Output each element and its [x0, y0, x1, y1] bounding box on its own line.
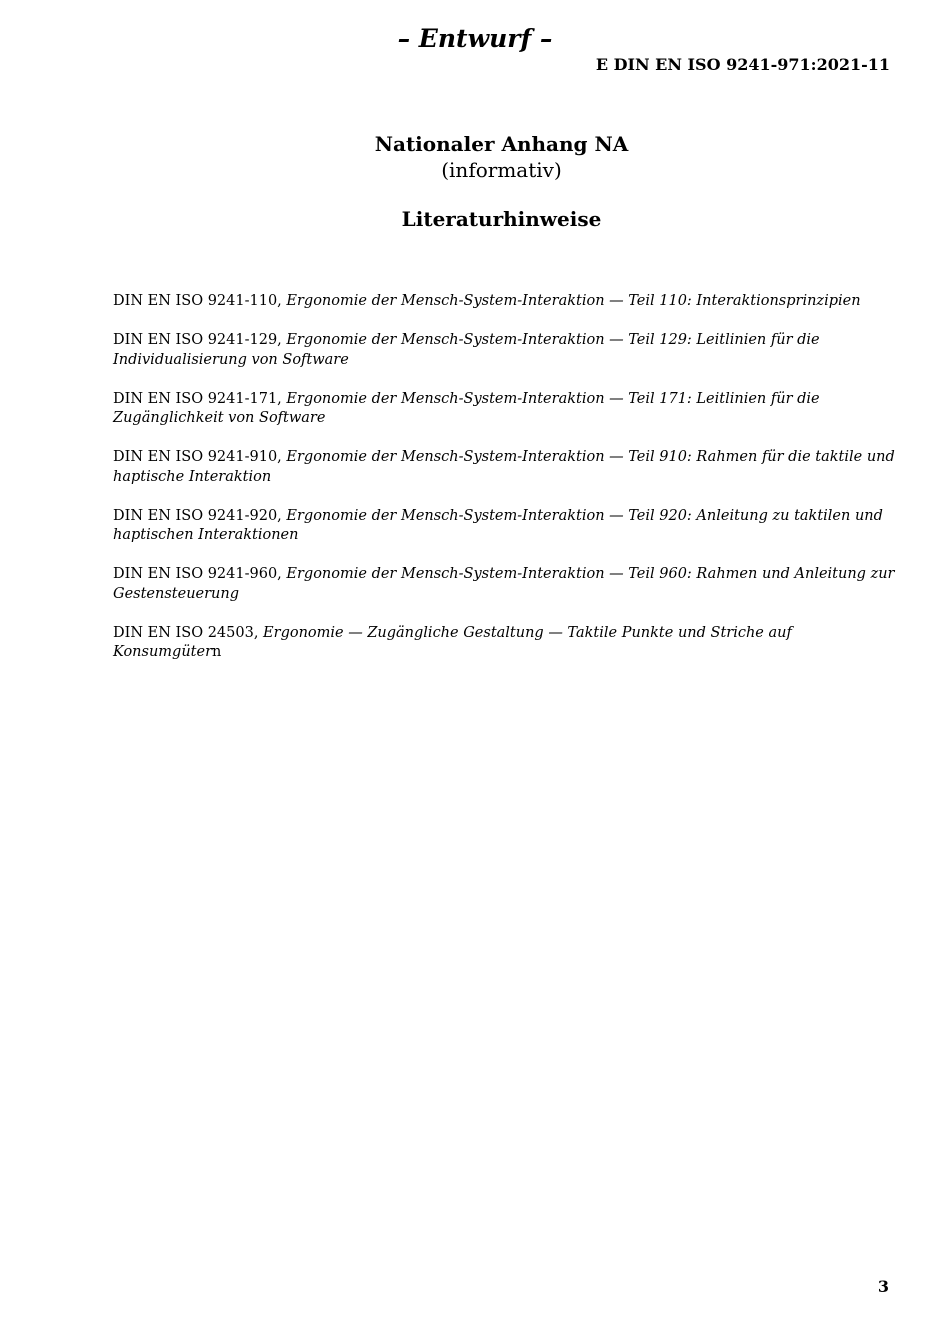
reference-title: Ergonomie der Mensch-System-Interaktion — Teil 910: Rahmen für die taktile und haptische Interaktion	[113, 449, 895, 485]
reference-designation: DIN EN ISO 9241-171	[113, 390, 278, 407]
reference-designation: DIN EN ISO 9241-129	[113, 332, 278, 348]
document-id: E DIN EN ISO 9241-971:2021-11	[595, 55, 890, 74]
reference-item	[113, 331, 898, 370]
reference-item	[113, 624, 898, 663]
reference-title: Ergonomie der Mensch-System-Interaktion — Teil 960: Rahmen und Anleitung zur Gestensteuerung	[113, 566, 895, 602]
reference-item	[113, 448, 898, 487]
reference-separator: ,	[277, 449, 287, 465]
reference-separator: ,	[277, 332, 287, 348]
reference-item	[113, 390, 898, 429]
reference-designation: DIN EN ISO 9241-910	[113, 449, 278, 465]
annex-subtitle: (informativ)	[441, 158, 562, 182]
reference-title: Ergonomie der Mensch-System-Interaktion — Teil 171: Leitlinien für die Zugänglichkeit von Software	[113, 390, 820, 426]
reference-designation: DIN EN ISO 24503	[113, 624, 254, 641]
page-number: 3	[877, 1277, 889, 1296]
reference-item	[113, 565, 898, 604]
reference-item	[113, 507, 898, 546]
reference-title: Ergonomie der Mensch-System-Interaktion — Teil 920: Anleitung zu taktilen und haptischen Interaktionen	[113, 507, 883, 543]
reference-separator: ,	[277, 293, 287, 309]
reference-separator: ,	[277, 390, 287, 407]
reference-title: Ergonomie der Mensch-System-Interaktion — Teil 129: Leitlinien für die Individualisierung von Software	[113, 332, 820, 368]
reference-separator: ,	[253, 624, 264, 641]
annex-title: Nationaler Anhang NA	[374, 132, 629, 156]
reference-tail: n	[212, 644, 222, 660]
reference-designation: DIN EN ISO 9241-960	[113, 566, 278, 582]
reference-title: Ergonomie — Zugängliche Gestaltung — Taktile Punkte und Striche auf Konsumgüter	[113, 624, 792, 660]
reference-item	[113, 292, 898, 312]
reference-separator: ,	[277, 566, 287, 582]
reference-designation: DIN EN ISO 9241-920	[113, 507, 278, 524]
reference-separator: ,	[277, 507, 287, 524]
reference-designation: DIN EN ISO 9241-110	[113, 293, 278, 309]
draft-mark: – Entwurf –	[397, 24, 553, 53]
reference-list	[113, 292, 898, 682]
section-title: Literaturhinweise	[401, 207, 602, 231]
reference-title: Ergonomie der Mensch-System-Interaktion — Teil 110: Interaktionsprinzipien	[286, 293, 861, 309]
